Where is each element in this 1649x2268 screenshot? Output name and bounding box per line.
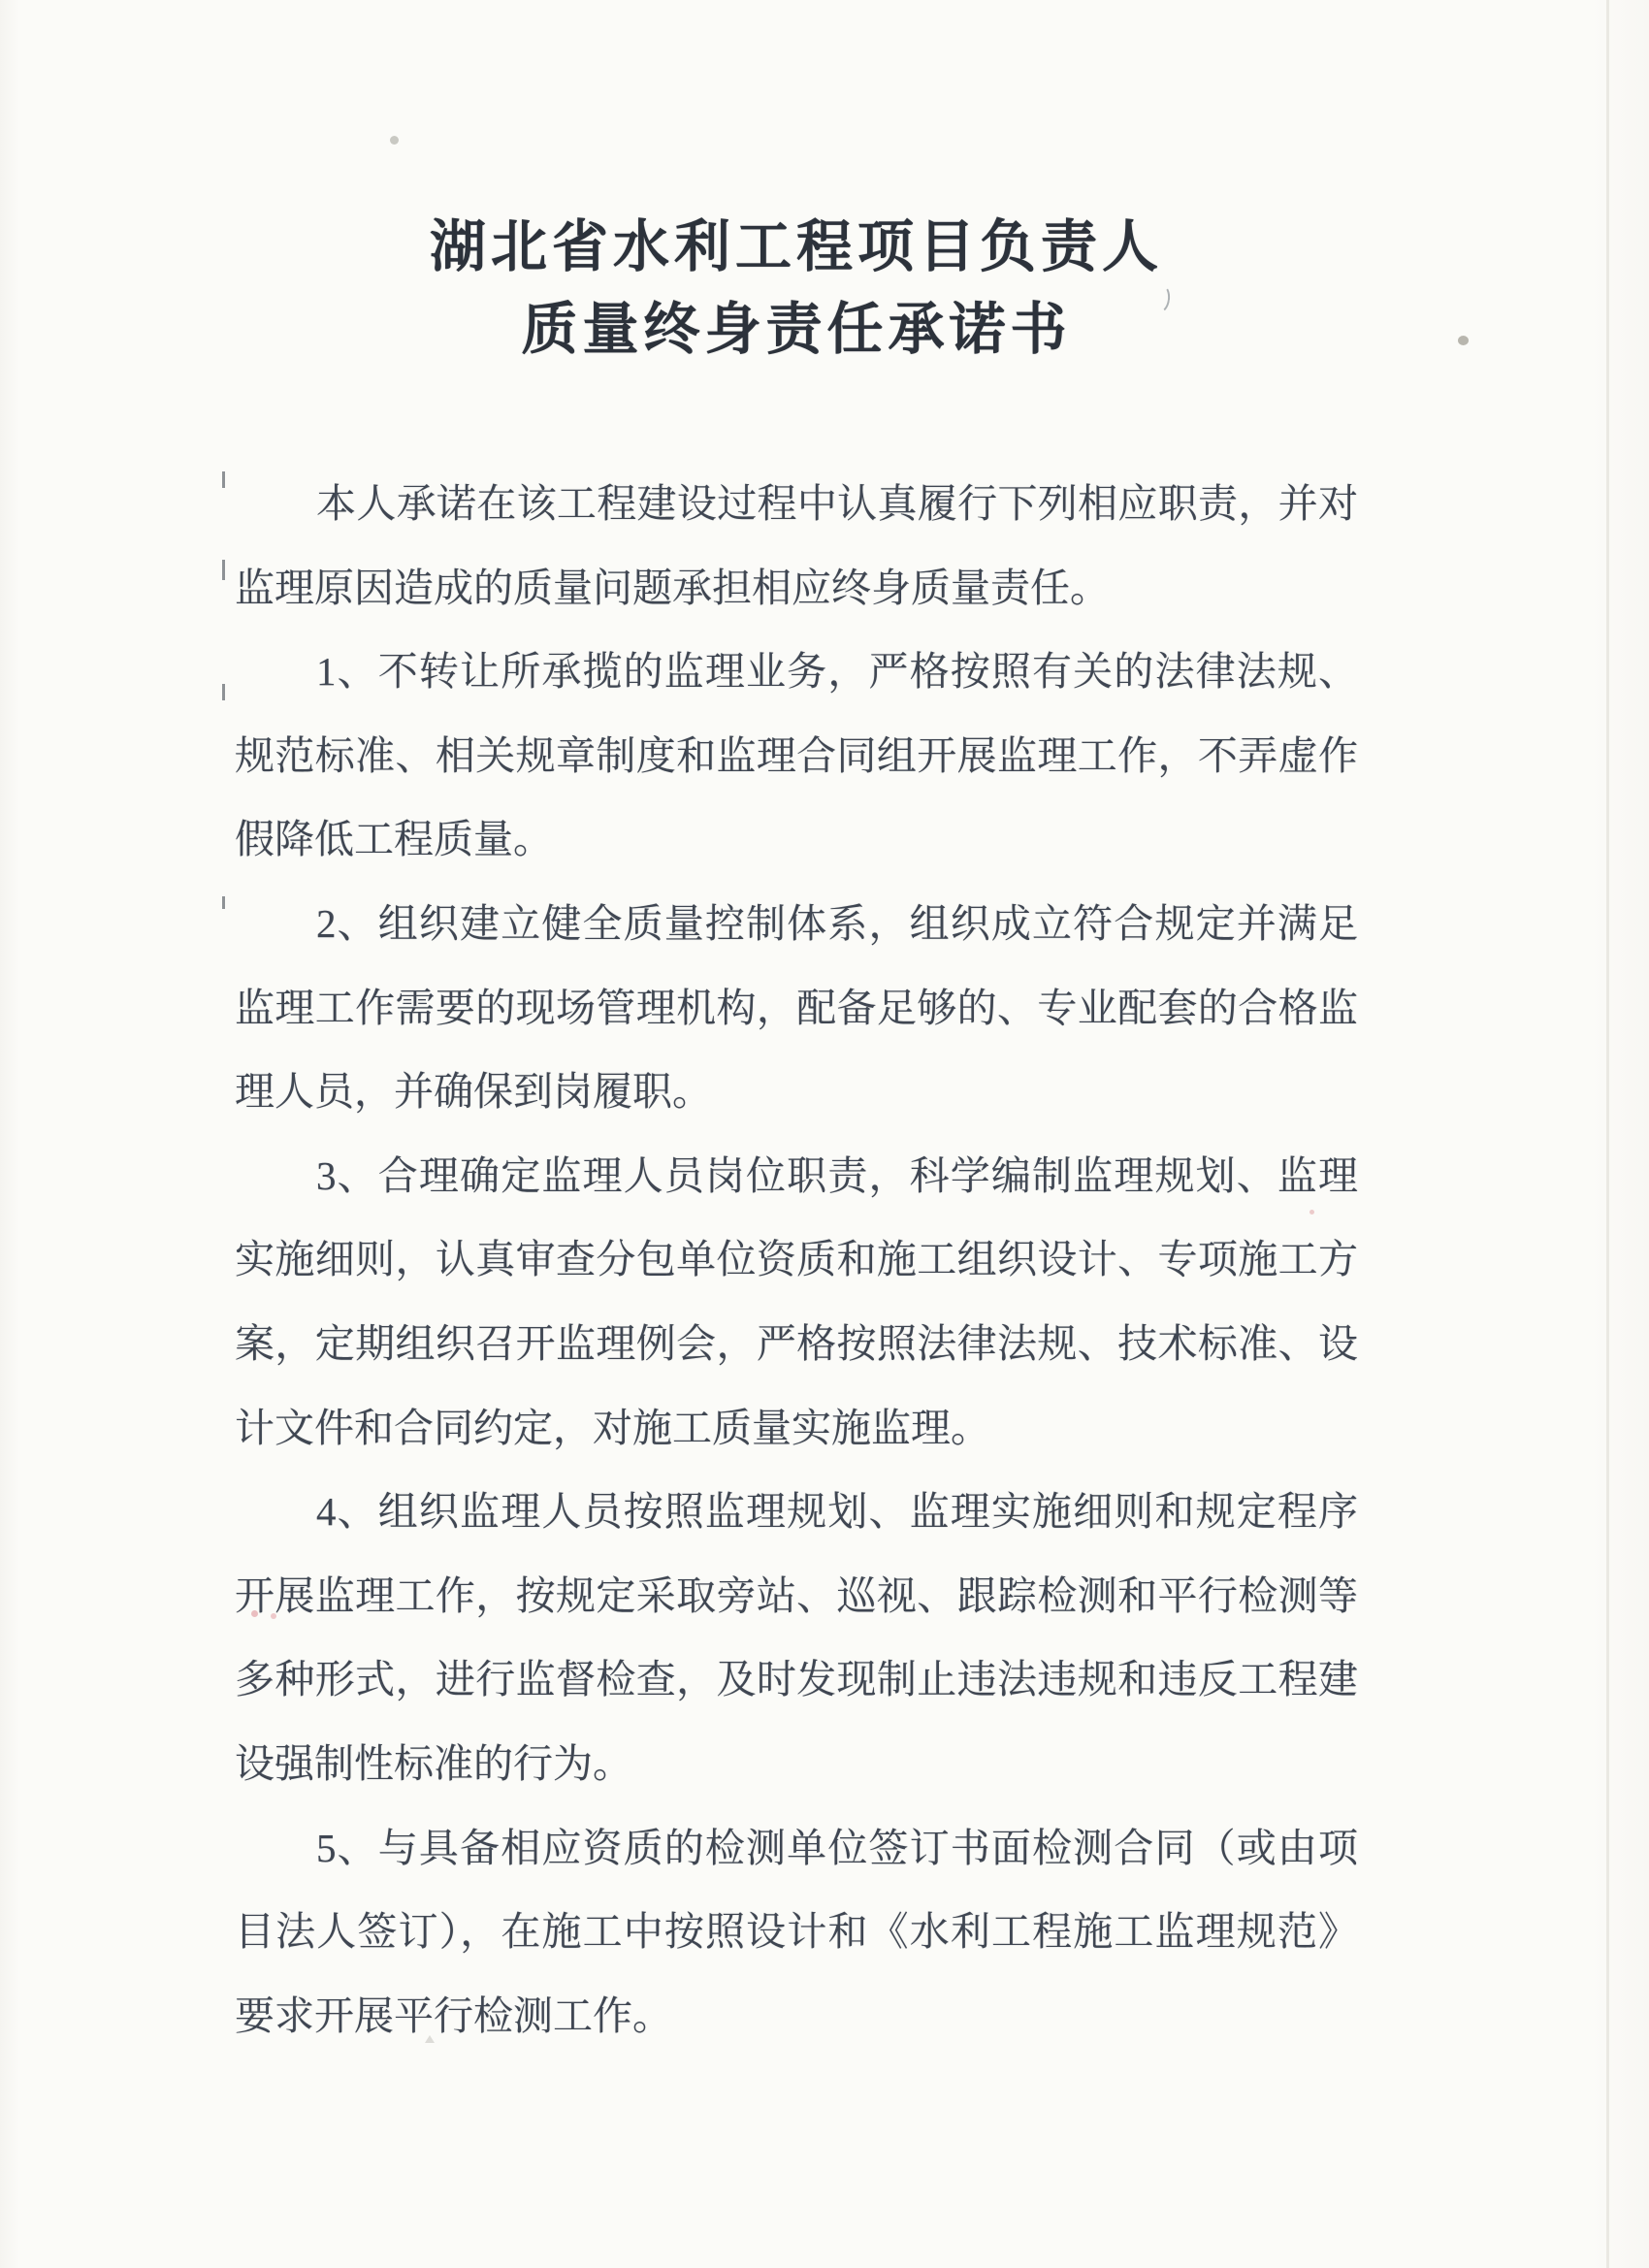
paragraph-6-line: 目法人签订），在施工中按照设计和《水利工程施工监理规范》 [235,1909,1358,1955]
paragraph-5-line: 设强制性标准的行为。 [235,1740,632,1786]
paragraph-5-line: 4、组织监理人员按照监理规划、监理实施细则和规定程序 [316,1489,1358,1535]
scan-dash-mark [222,896,225,909]
paragraph-3-line: 监理工作需要的现场管理机构，配备足够的、专业配套的合格监 [235,985,1358,1030]
scan-dash-mark [222,560,225,580]
scan-speck [390,136,399,145]
scan-dash-mark [222,684,225,700]
paragraph-3-line: 2、组织建立健全质量控制体系，组织成立符合规定并满足 [316,900,1358,946]
paragraph-2-line: 1、不转让所承揽的监理业务，严格按照有关的法律法规、 [316,649,1358,695]
document-title-line-1: 湖北省水利工程项目负责人 [429,215,1163,278]
paragraph-4-line: 3、合理确定监理人员岗位职责，科学编制监理规划、监理 [316,1152,1358,1198]
paragraph-1-line: 监理原因造成的质量问题承担相应终身质量责任。 [235,565,1110,610]
paragraph-1-line: 本人承诺在该工程建设过程中认真履行下列相应职责，并对 [316,481,1358,526]
paragraph-4-line: 计文件和合同约定，对施工质量实施监理。 [235,1405,990,1450]
paragraph-3-line: 理人员，并确保到岗履职。 [235,1069,712,1115]
document-title [235,206,1358,371]
paragraph-4-line: 案，定期组织召开监理例会，严格按照法律法规、技术标准、设 [235,1320,1358,1366]
paragraph-6-line: 5、与具备相应资质的检测单位签订书面检测合同（或由项 [316,1825,1358,1870]
document-title-line-2: 质量终身责任承诺书 [521,298,1072,361]
scan-speck [1458,336,1469,345]
paragraph-6-line: 要求开展平行检测工作。 [235,1993,672,2038]
paragraph-5-line: 多种形式，进行监督检查，及时发现制止违法违规和违反工程建 [235,1657,1358,1702]
paragraph-5-line: 开展监理工作，按规定采取旁站、巡视、跟踪检测和平行检测等 [235,1572,1358,1618]
paragraph-4-line: 实施细则，认真审查分包单位资质和施工组织设计、专项施工方 [235,1237,1358,1282]
paragraph-2-line: 假降低工程质量。 [235,817,553,862]
scan-edge-line [1606,0,1609,2268]
paragraph-2-line: 规范标准、相关规章制度和监理合同组开展监理工作，不弄虚作 [235,732,1358,778]
document-body [235,462,1358,2057]
scan-dash-mark [222,471,225,488]
